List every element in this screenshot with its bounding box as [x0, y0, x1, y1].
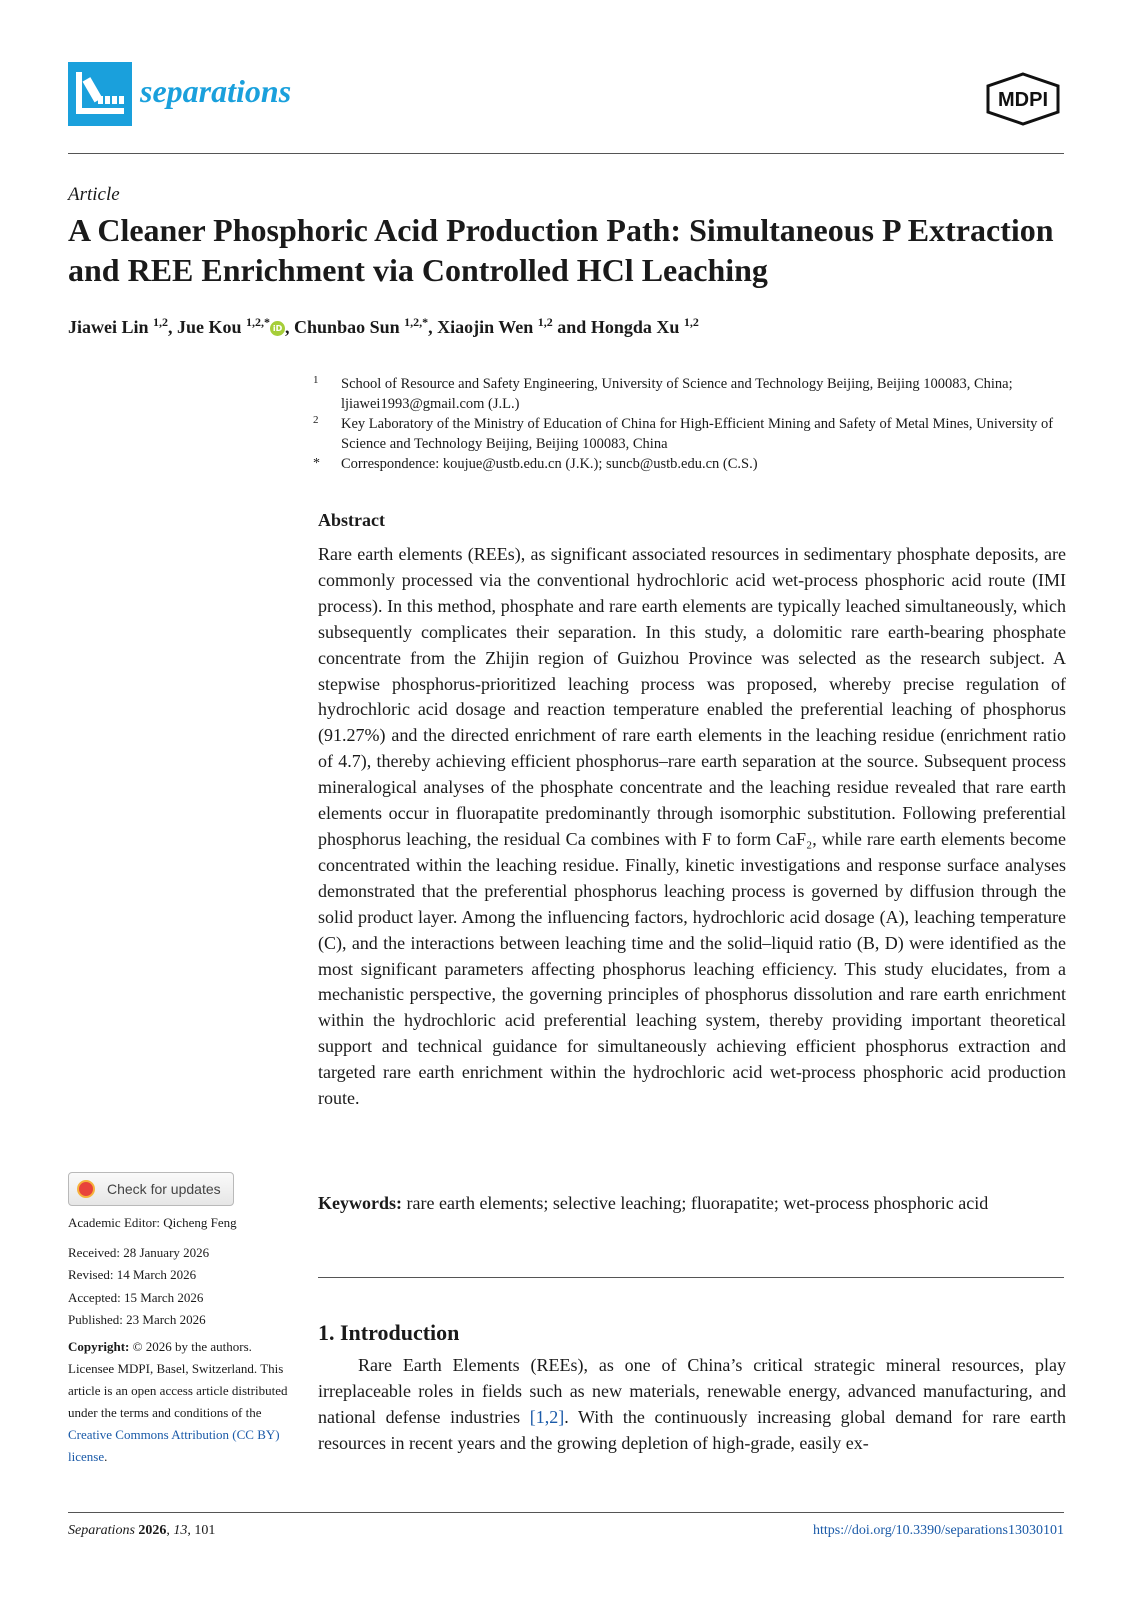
author-affiliation-mark: 1,2,*: [404, 315, 429, 329]
intro-text-part: Rare Earth Elements (REEs), as one of China’s critical strategic mineral resources, play irreplaceable roles in fields such as new materials, renewable energy, advanced manufacturing, and national defense industries: [318, 1355, 1066, 1427]
author-name[interactable]: Jue Kou: [177, 317, 242, 337]
orcid-icon[interactable]: iD: [270, 321, 285, 336]
article-type: Article: [68, 184, 120, 205]
author-affiliation-mark: 1,2: [683, 315, 699, 329]
author-list: Jiawei Lin $^{1,2}$, Jue Kou $^{1,2,*}$ iD , Chunbao Sun $^{1,2,*}$, Xiaojin Wen $^{1,2}$ and Hongda Xu $^{1,2}$: [68, 315, 699, 337]
copyright-notice: [68, 1336, 288, 1468]
abstract-text: Rare earth elements (REEs), as significant associated resources in sedimentary phosphate deposits, are commonly processed via the conventional hydrochloric acid wet-process phosphoric acid route (IMI process). In this method, phosphate and rare earth elements are typically leached simultaneously, which subsequently complicates their separation. In this study, a dolomitic rare earth-bearing phosphate concentrate from the Zhijin region of Guizhou Province was selected as the research subject. A stepwise phosphorus-prioritized leaching process was proposed, whereby precise regulation of hydrochloric acid dosage and reaction temperature enabled the preferential leaching of phosphorus (91.27%) and the directed enrichment of rare earth elements in the leaching residue (enrichment ratio of 4.7), thereby achieving efficient phosphorus–rare earth separation at the source. Subsequent process mineralogical analyses of the phosphate concentrate and the leaching residue revealed that rare earth elements occur in fluorapatite predominantly through isomorphic substitution. Following preferential phosphorus leaching, the residual Ca combines with F to form CaF₂, while rare earth elements become concentrated within the leaching residue. Finally, kinetic investigations and response surface analyses demonstrated that the preferential phosphorus leaching process is governed by diffusion through the solid product layer. Among the influencing factors, hydrochloric acid dosage (A), leaching temperature (C), and the interactions between leaching time and the solid–liquid ratio (B, D) were identified as the most significant parameters affecting phosphorus leaching efficiency. This study elucidates, from a mechanistic perspective, the governing principles of phosphorus dissolution and rare earth enrichment within the hydrochloric acid preferential leaching system, thereby providing important theoretical support and technical guidance for simultaneously achieving efficient phosphorus extraction and targeted rare earth enrichment within the hydrochloric acid wet-process phosphoric acid production route.: [318, 544, 1066, 1109]
keywords: [318, 1191, 1066, 1216]
author-name[interactable]: Chunbao Sun: [294, 317, 400, 337]
revised-date: Revised: 14 March 2026: [68, 1267, 197, 1282]
introduction-heading: 1. Introduction: [318, 1320, 460, 1345]
copyright-text: © 2026 by the authors. Licensee MDPI, Basel, Switzerland. This article is an open access article distributed under the terms and conditions of the: [68, 1339, 288, 1420]
citation-link[interactable]: [1,2]: [529, 1407, 565, 1427]
header-divider: [68, 153, 1064, 154]
author-name[interactable]: Hongda Xu: [590, 317, 680, 337]
affiliation-text: Key Laboratory of the Ministry of Education of China for High-Efficient Mining and Safety of Metal Mines, University of Science and Technology Beijing, Beijing 100083, China: [341, 416, 1054, 452]
citation-info: Separations 2026, 13, 101: [68, 1523, 216, 1538]
footer-year: 2026: [138, 1523, 167, 1538]
journal-name[interactable]: separations: [140, 73, 292, 109]
check-updates-icon: [77, 1180, 95, 1198]
mdpi-logo-icon[interactable]: [984, 72, 1062, 126]
correspondence-mark: *: [313, 456, 320, 471]
copyright-end: .: [104, 1449, 108, 1464]
check-updates-label: Check for updates: [107, 1181, 221, 1197]
keywords-text: rare earth elements; selective leaching; fluorapatite; wet-process phosphoric acid: [406, 1193, 989, 1213]
introduction-text: [318, 1352, 1066, 1456]
author-name[interactable]: Jiawei Lin: [68, 317, 149, 337]
separations-logo-icon: [68, 62, 132, 126]
footer-divider: [68, 1512, 1064, 1513]
correspondence-text[interactable]: Correspondence: koujue@ustb.edu.cn (J.K.); suncb@ustb.edu.cn (C.S.): [341, 456, 758, 472]
accepted-date: Accepted: 15 March 2026: [68, 1290, 204, 1305]
footer-volume: 13: [173, 1523, 188, 1538]
author-affiliation-mark: 1,2: [537, 315, 553, 329]
author-affiliation-mark: 1,2: [153, 315, 169, 329]
check-for-updates-button[interactable]: [68, 1172, 234, 1206]
affiliation-number: 1: [313, 374, 319, 386]
author-name[interactable]: Xiaojin Wen: [437, 317, 534, 337]
keywords-label: Keywords:: [318, 1193, 402, 1213]
mdpi-logo-text: MDPI: [998, 89, 1048, 111]
copyright-label: Copyright:: [68, 1339, 130, 1354]
doi-link[interactable]: https://doi.org/10.3390/separations13030101: [813, 1523, 1064, 1538]
journal-logo: [68, 62, 132, 126]
affiliation-number: 2: [313, 414, 319, 426]
intro-text-part: . With the continuously increasing global demand for rare earth resources in recent years and the growing depletion of high-grade, easily ex-: [318, 1407, 1066, 1453]
section-divider: [318, 1277, 1064, 1278]
article-title: A Cleaner Phosphoric Acid Production Path: Simultaneous P Extraction and REE Enrichment via Controlled HCl Leaching: [68, 212, 1054, 288]
received-date: Received: 28 January 2026: [68, 1245, 210, 1260]
author-affiliation-mark: 1,2,*: [246, 315, 271, 329]
license-link[interactable]: Creative Commons Attribution (CC BY) license: [68, 1427, 280, 1464]
affiliation-text: School of Resource and Safety Engineering, University of Science and Technology Beijing, Beijing 100083, China; ljiawei1993@gmail.com (J.L.): [341, 376, 1013, 412]
published-date: Published: 23 March 2026: [68, 1312, 206, 1327]
academic-editor: Academic Editor: Qicheng Feng: [68, 1215, 237, 1230]
abstract-heading: Abstract: [318, 510, 385, 530]
footer-article-number: 101: [194, 1523, 216, 1538]
footer-journal: Separations: [68, 1523, 135, 1538]
